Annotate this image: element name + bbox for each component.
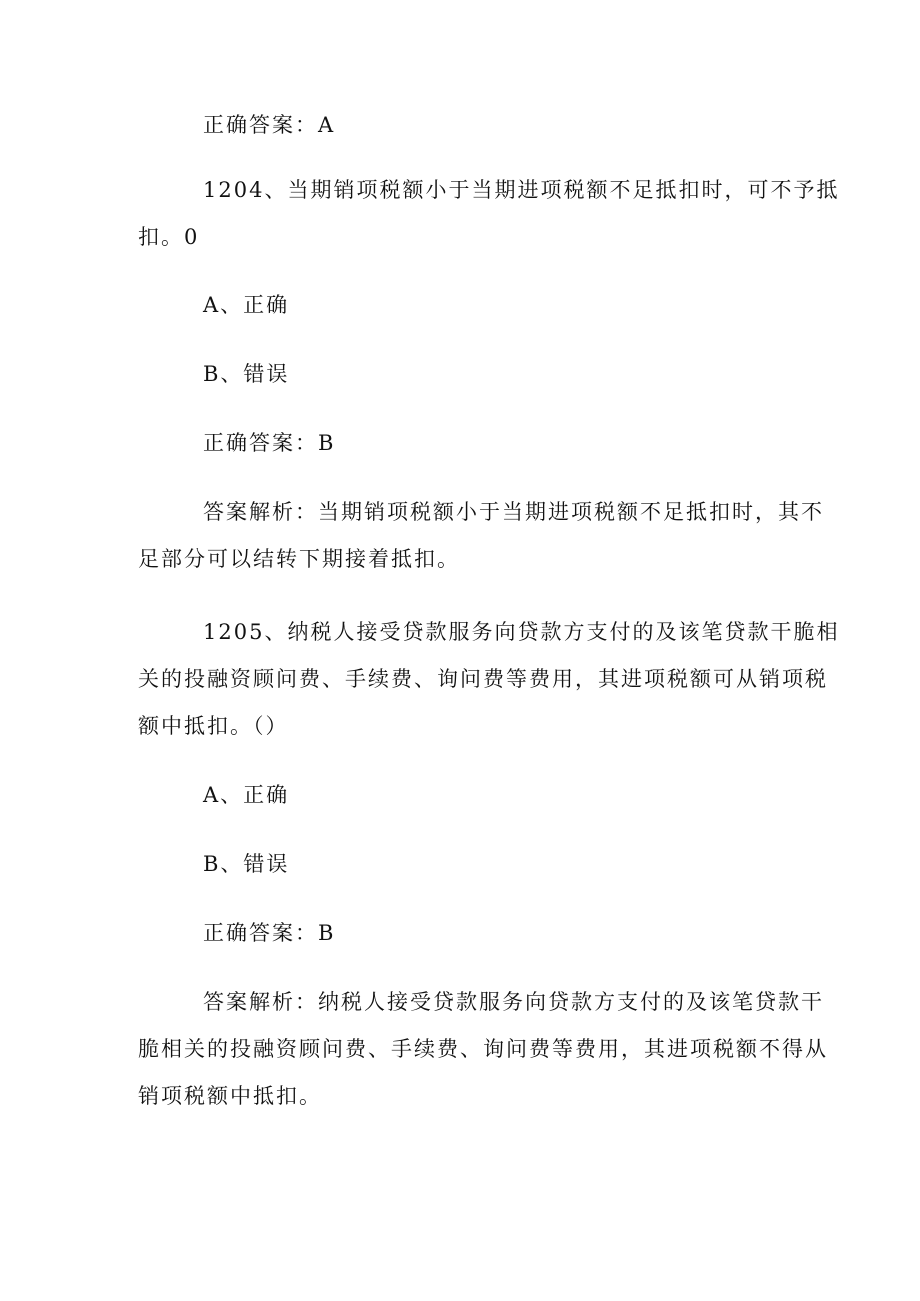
explanation-1205-line-1: 答案解析：纳税人接受贷款服务向贷款方支付的及该笔贷款干 [203, 990, 824, 1014]
option-a-1204: A、正确 [203, 293, 290, 317]
option-b-1204: B、错误 [203, 362, 290, 386]
explanation-1204-line-2: 足部分可以结转下期接着抵扣。 [138, 547, 460, 571]
answer-line-1205: 正确答案：B [203, 921, 336, 945]
question-1205-line-3: 额中抵扣。（） [138, 714, 289, 738]
explanation-1205-line-3: 销项税额中抵扣。 [138, 1084, 322, 1108]
question-1204-line-2: 扣。0 [138, 225, 200, 249]
answer-line-1203: 正确答案：A [203, 113, 336, 137]
option-b-1205: B、错误 [203, 852, 290, 876]
option-a-1205: A、正确 [203, 783, 290, 807]
explanation-1205-line-2: 脆相关的投融资顾问费、手续费、询问费等费用，其进项税额不得从 [138, 1037, 828, 1061]
answer-line-1204: 正确答案：B [203, 431, 336, 455]
explanation-1204-line-1: 答案解析：当期销项税额小于当期进项税额不足抵扣时，其不 [203, 500, 824, 524]
question-1205-line-1: 1205、纳税人接受贷款服务向贷款方支付的及该笔贷款干脆相 [203, 620, 840, 644]
question-1204-line-1: 1204、当期销项税额小于当期进项税额不足抵扣时，可不予抵 [203, 178, 840, 202]
question-1205-line-2: 关的投融资顾问费、手续费、询问费等费用，其进项税额可从销项税 [138, 667, 828, 691]
